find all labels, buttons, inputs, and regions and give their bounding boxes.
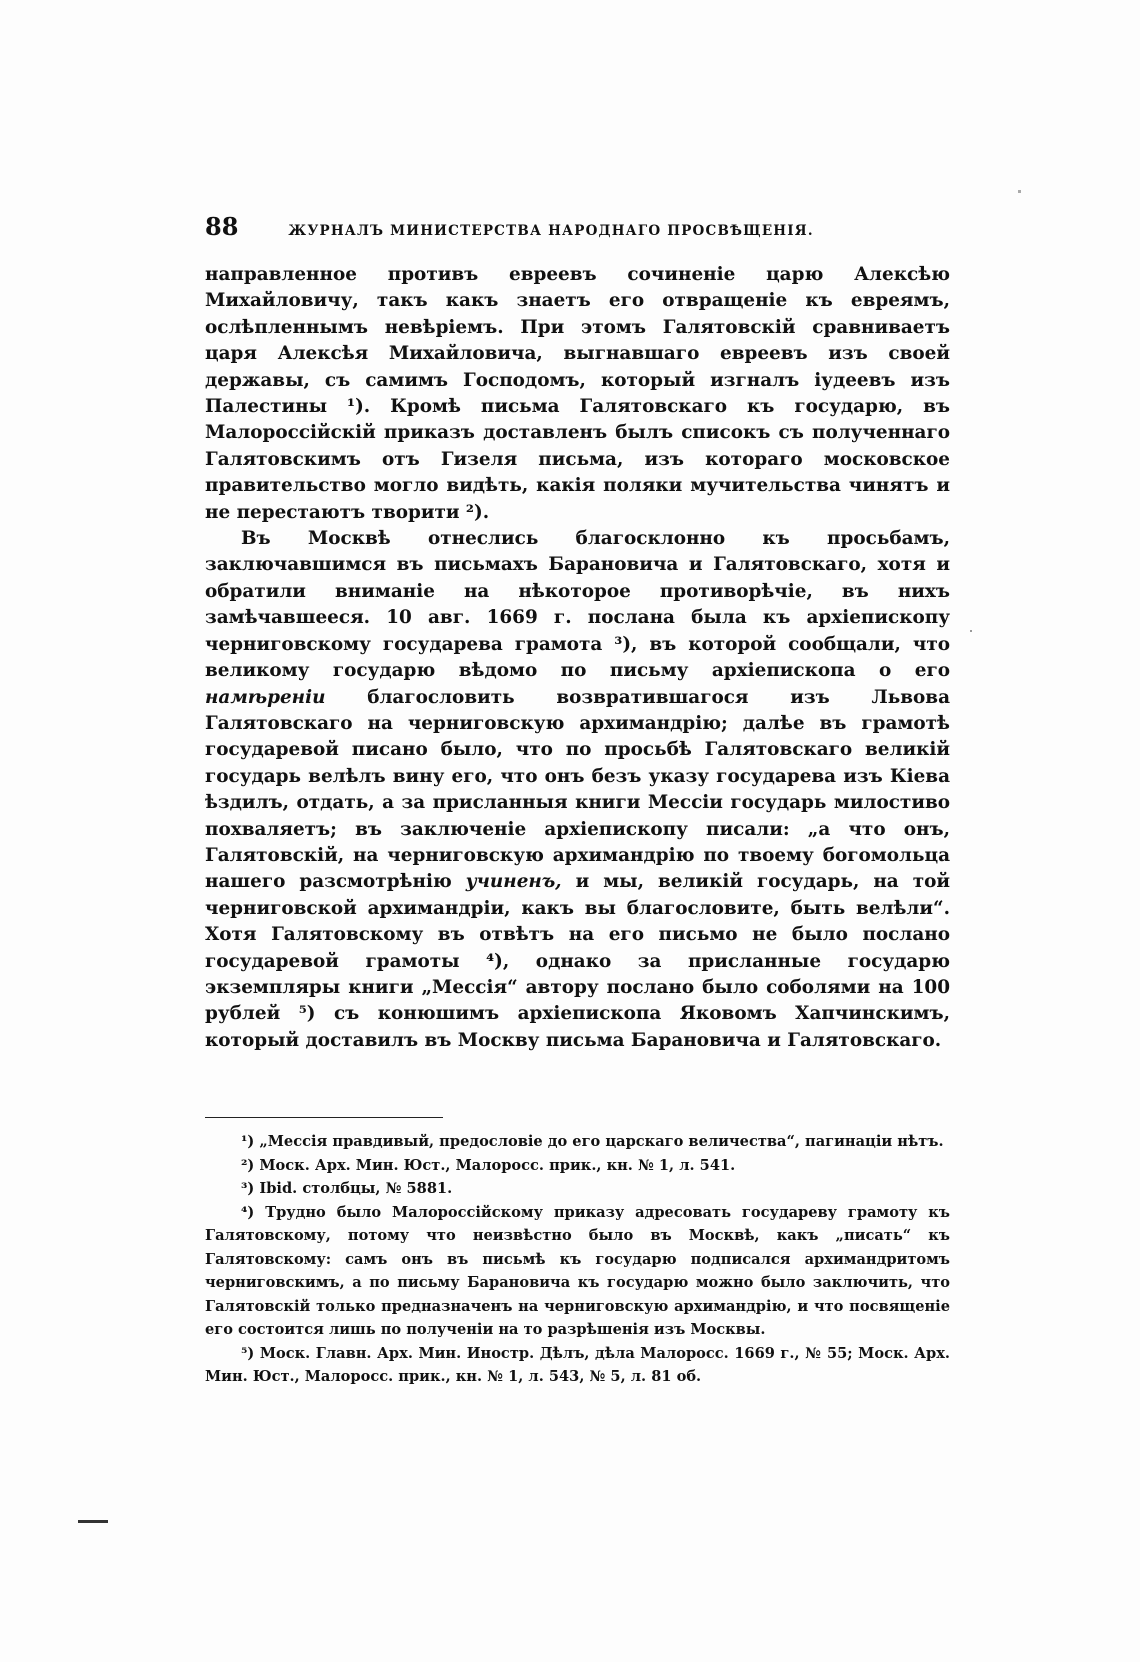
footnote-1: ¹) „Мессія правдивый, предословіе до его царскаго величества“, пагинаціи нѣтъ. <box>241 1133 944 1150</box>
footnote-4: ⁴) Трудно было Малороссійскому приказу адресовать государеву грамоту къ Галятовскому, потому что неизвѣстно было въ Москвѣ, какъ „писать“ къ Галятовскому: самъ онъ въ письмѣ къ государю подписался архимандритомъ черниговскимъ, а по письму Барановича къ государю можно было заключить, что Галятовскій только предназначенъ на черниговскую архимандрію, и что посвященіе его состоится лишь по полученіи на то разрѣшенія изъ Москвы. <box>205 1203 950 1338</box>
footnote-3: ³) Ibid. столбцы, № 5881. <box>241 1180 453 1197</box>
paragraph-1: направленное противъ евреевъ сочиненіе царю Алексѣю Михайловичу, такъ какъ знаетъ его отвращеніе къ евреямъ, ослѣпленнымъ невѣріемъ. При этомъ Галятовскій сравниваетъ царя Алексѣя Михайловича, выгнавшаго евреевъ изъ своей державы, съ самимъ Господомъ, который изгналъ іудеевъ изъ Палестины ¹). Кромѣ письма Галятовскаго къ государю, въ Малороссійскій приказъ доставленъ былъ списокъ съ полученнаго Галятовскимъ отъ Гизеля письма, изъ котораго московское правительство могло видѣть, какія поляки мучительства чинятъ и не перестаютъ творити ²). <box>205 264 950 523</box>
margin-mark <box>78 1520 108 1523</box>
scan-speck <box>970 630 972 632</box>
running-title: ЖУРНАЛЪ МИНИСТЕРСТВА НАРОДНАГО ПРОСВѢЩЕНІЯ. <box>288 223 814 239</box>
page-header <box>205 212 955 241</box>
footnotes <box>205 1130 950 1389</box>
paragraph-2-italic-b: учиненъ, <box>465 871 562 893</box>
paragraph-2-text-b: благословить возвратившагося изъ Львова Галятовскаго на черниговскую архимандрію; далѣе въ грамотѣ государевой писано было, что по просьбѣ Галятовскаго великій государь велѣлъ вину его, что онъ безъ указу государева изъ Кіева ѣздилъ, отдать, а за присланныя книги Мессіи государь милостиво похваляетъ; въ заключеніе архіепископу писали: „а что онъ, Галятовскій, на черниговскую архимандрію по твоему богомольца нашего разсмотрѣнію <box>205 686 950 893</box>
main-text <box>205 262 950 1054</box>
footnote-2: ²) Моск. Арх. Мин. Юст., Малоросс. прик., кн. № 1, л. 541. <box>241 1156 736 1174</box>
footnote-divider <box>205 1117 443 1118</box>
scan-speck <box>1018 190 1021 193</box>
page-number: 88 <box>205 212 239 241</box>
paragraph-2-text-a: Въ Москвѣ отнеслись благосклонно къ просьбамъ, заключавшимся въ письмахъ Барановича и Галятовскаго, хотя и обратили вниманіе на нѣкоторое противорѣчіе, въ нихъ замѣчавшееся. 10 авг. 1669 г. послана была къ архіепископу черниговскому государева грамота ³), въ которой сообщали, что великому государю вѣдомо по письму архіепископа о его <box>205 528 950 682</box>
paragraph-2 <box>205 526 950 1054</box>
paragraph-2-italic-a: намѣреніи <box>205 686 326 708</box>
footnote-5: ⁵) Моск. Главн. Арх. Мин. Иностр. Дѣлъ, дѣла Малоросс. 1669 г., № 55; Моск. Арх. Мин. Юст., Малоросс. прик., кн. № 1, л. 543, № 5, л. 81 об. <box>205 1344 950 1385</box>
paragraph-2-text-c: и мы, великій государь, на той черниговской архимандріи, какъ вы благословите, быть велѣли“. Хотя Галятовскому въ отвѣтъ на его письмо не было послано государевой грамоты ⁴), однако за присланные государю экземпляры книги „Мессія“ автору послано было соболями на 100 рублей ⁵) съ конюшимъ архіепископа Яковомъ Хапчинскимъ, который доставилъ въ Москву письма Барановича и Галятовскаго. <box>205 871 950 1051</box>
